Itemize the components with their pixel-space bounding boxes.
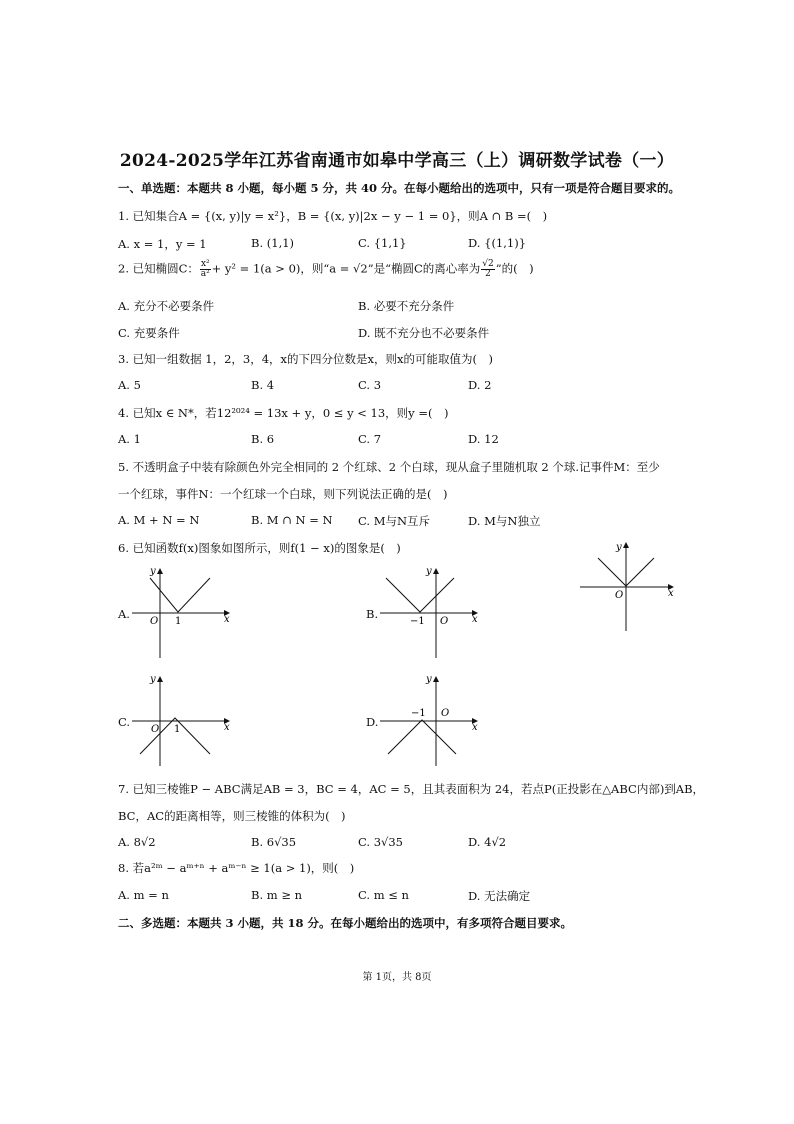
q1-option-a: A. x = 1，y = 1 [118,237,207,251]
q6-option-b-label: B. [366,607,379,621]
question-7-stem-line1: 7. 已知三棱锥P − ABC满足AB = 3，BC = 4，AC = 5，且其表面积为 24，若点P(正投影在△ABC内部)到AB， [118,782,705,796]
q5-option-c: C. M与N互斥 [358,514,431,528]
q4-option-d: D. 12 [468,432,499,446]
q2-option-a: A. 充分不必要条件 [118,299,215,313]
x-axis-label: x [668,588,674,599]
question-8-stem: 8. 若a²ᵐ − aᵐ⁺ⁿ + aᵐ⁻ⁿ ≥ 1(a > 1)，则( ) [118,861,355,875]
question-1-stem: 1. 已知集合A = {(x, y)|y = x²}，B = {(x, y)|2x − y − 1 = 0}，则A ∩ B =( ) [118,209,548,223]
q2-stem-mid: + y² = 1(a > 0)，则“a = √2”是“椭圆C的离心率为 [211,261,481,276]
graph-v-curve [386,578,454,612]
y-axis-label: y [426,566,432,577]
question-4-stem: 4. 已知x ∈ N*，若12²⁰²⁴ = 13x + y，0 ≤ y < 13，则y =( ) [118,406,449,420]
q5-option-a: A. M + N = N [118,513,200,527]
x-axis-label: x [224,614,230,625]
q2-stem-pre: 2. 已知椭圆C： [118,261,199,276]
x-axis-label: x [472,614,478,625]
question-5-stem-line2: 一个红球，事件N：一个红球一个白球，则下列说法正确的是( ) [118,487,448,501]
q6-graph-a [130,562,240,666]
q2-fraction-root2-2: $\frac{√2}{2}$ [482,259,494,279]
exam-title: 2024-2025学年江苏省南通市如皋中学高三（上）调研数学试卷（一） [119,151,675,171]
origin-label: O [441,708,450,719]
y-axis-label: y [426,674,432,685]
q7-option-b: B. 6√35 [251,835,297,849]
tick-neg-one-label: −1 [410,616,425,627]
q4-option-c: C. 7 [358,432,382,446]
q6-graph-c [130,670,240,774]
y-axis-label: y [150,566,156,577]
q1-option-b: B. (1,1) [251,236,295,250]
q6-option-d-label: D. [366,715,379,729]
section-multi-choice-heading: 二、多选题：本题共 3 小题，共 18 分。在每小题给出的选项中，有多项符合题目要求。 [118,916,573,930]
y-axis-arrow [433,568,439,574]
question-7-stem-line2: BC，AC的距离相等，则三棱锥的体积为( ) [118,809,346,823]
page-footer: 第 1页，共 8页 [362,972,432,983]
tick-one-label: 1 [174,724,181,735]
q2-option-b: B. 必要不充分条件 [358,299,455,313]
tick-neg-one-label: −1 [411,708,426,719]
q2-fraction-x2-a2: $\frac{\text{x²}}{\text{a²}}$ [200,259,210,279]
origin-label: O [440,616,449,627]
q6-graph-d [378,670,488,774]
y-axis-label: y [150,674,156,685]
y-axis-arrow [157,676,163,682]
q8-option-c: C. m ≤ n [358,888,409,902]
x-axis-label: x [472,722,478,733]
q7-option-d: D. 4√2 [468,835,507,849]
q4-option-a: A. 1 [118,432,141,446]
q3-option-d: D. 2 [468,378,492,392]
origin-label: O [615,590,624,601]
y-axis-label: y [616,542,622,553]
q2-stem-post: ”的( ) [495,261,534,276]
y-axis-arrow [157,568,163,574]
reference-graph-f [578,536,678,638]
origin-label: O [150,616,159,627]
q2-option-c: C. 充要条件 [118,326,180,340]
y-axis-arrow [433,676,439,682]
question-5-stem-line1: 5. 不透明盒子中装有除颜色外完全相同的 2 个红球、2 个白球，现从盒子里随机取 2 个球.记事件M：至少 [118,460,660,474]
q8-option-d: D. 无法确定 [468,889,531,903]
question-3-stem: 3. 已知一组数据 1，2，3，4，x的下四分位数是x，则x的可能取值为( ) [118,352,493,366]
q2-option-d: D. 既不充分也不必要条件 [358,326,490,340]
y-axis-arrow [623,542,629,548]
q8-option-b: B. m ≥ n [251,888,303,902]
q5-option-d: D. M与N独立 [468,514,541,528]
q3-option-c: C. 3 [358,378,382,392]
origin-label: O [151,724,160,735]
graph-inverted-v-curve [388,720,456,754]
q1-option-c: C. {1,1} [358,236,407,250]
q8-option-a: A. m = n [118,888,169,902]
q6-option-a-label: A. [118,607,130,621]
q4-option-b: B. 6 [251,432,275,446]
question-6-stem: 6. 已知函数f(x)图象如图所示，则f(1 − x)的图象是( ) [118,541,401,555]
q1-option-d: D. {(1,1)} [468,236,527,250]
section-single-choice-heading: 一、单选题：本题共 8 小题，每小题 5 分，共 40 分。在每小题给出的选项中，只有一项是符合题目要求的。 [118,181,681,195]
q6-graph-b [378,562,488,666]
x-axis-label: x [224,722,230,733]
q7-option-c: C. 3√35 [358,835,403,849]
q3-option-b: B. 4 [251,378,275,392]
q7-option-a: A. 8√2 [118,835,156,849]
tick-one-label: 1 [175,616,182,627]
question-2-stem [118,260,534,279]
graph-v-curve [150,578,210,612]
q3-option-a: A. 5 [118,378,141,392]
q6-option-c-label: C. [118,715,131,729]
q5-option-b: B. M ∩ N = N [251,513,333,527]
